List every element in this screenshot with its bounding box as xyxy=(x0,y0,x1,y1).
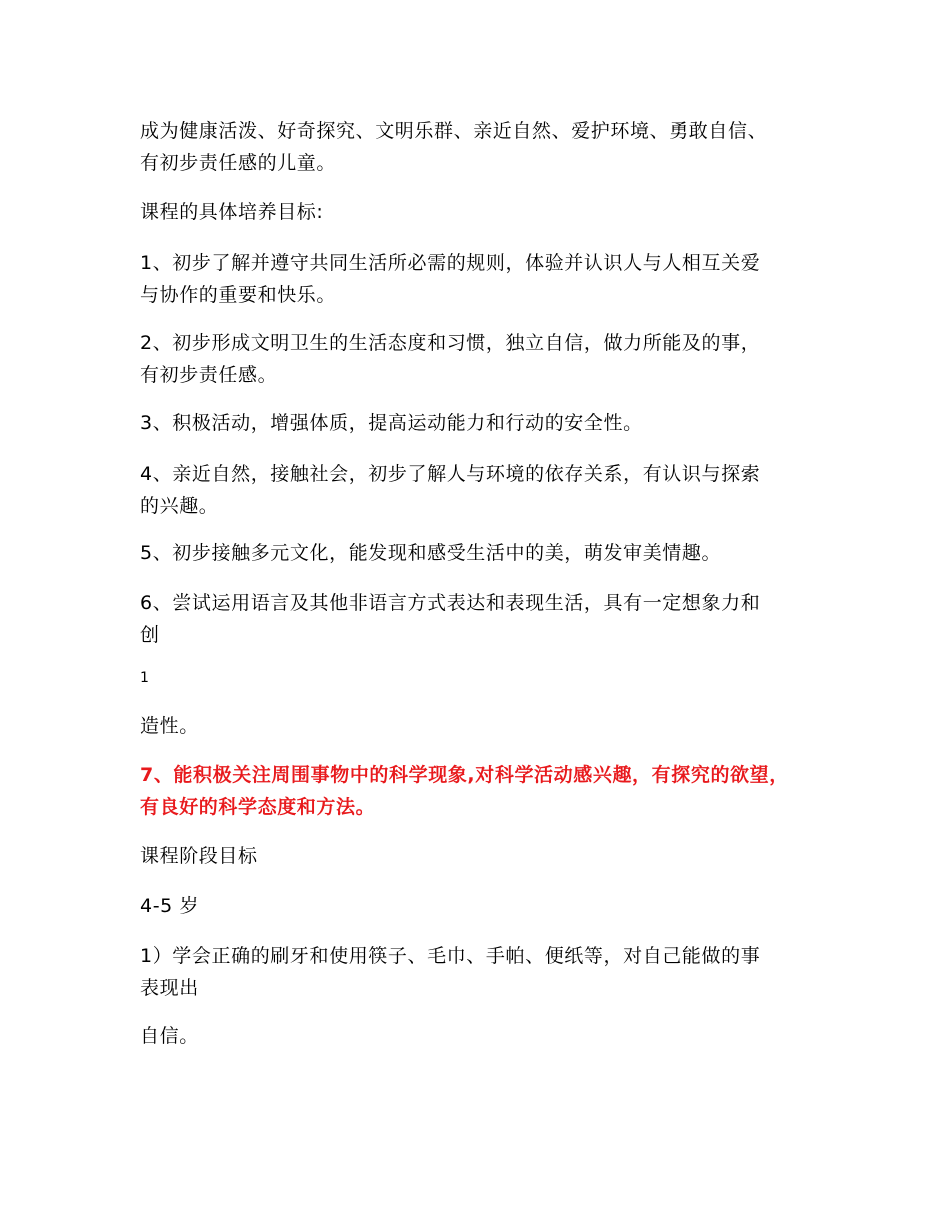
page-number: 1 xyxy=(140,670,149,686)
text-line: 1、初步了解并遵守共同生活所必需的规则，体验并认识人与人相互关爱 xyxy=(140,252,761,274)
text-line: 的兴趣。 xyxy=(140,495,219,517)
text-line: 4、亲近自然，接触社会，初步了解人与环境的依存关系，有认识与探索 xyxy=(140,463,761,485)
paragraph-goal-6-continued xyxy=(140,710,830,742)
text-line: 3、积极活动，增强体质，提高运动能力和行动的安全性。 xyxy=(140,412,643,434)
paragraph-goal-7-highlighted xyxy=(140,759,830,823)
paragraph-goal-5 xyxy=(140,537,830,569)
paragraph-goal-3 xyxy=(140,407,830,439)
text-line: 7、能积极关注周围事物中的科学现象,对科学活动感兴趣，有探究的欲望， xyxy=(140,764,789,786)
text-line: 与协作的重要和快乐。 xyxy=(140,284,337,306)
text-line: 课程阶段目标 xyxy=(140,845,258,867)
text-line: 自信。 xyxy=(140,1025,199,1047)
paragraph-goal-6 xyxy=(140,587,830,651)
text-line: 表现出 xyxy=(140,977,199,999)
paragraph-goal-1 xyxy=(140,247,830,311)
paragraph-child-goal xyxy=(140,115,830,179)
text-line: 5、初步接触多元文化，能发现和感受生活中的美，萌发审美情趣。 xyxy=(140,542,722,564)
paragraph-stage-goal-1 xyxy=(140,940,830,1004)
paragraph-stage-goal-1-continued xyxy=(140,1020,830,1052)
text-line: 6、尝试运用语言及其他非语言方式表达和表现生活，具有一定想象力和 xyxy=(140,592,761,614)
text-line: 4-5 岁 xyxy=(140,895,200,917)
text-line: 造性。 xyxy=(140,715,199,737)
text-line: 创 xyxy=(140,624,160,646)
paragraph-goal-4 xyxy=(140,458,830,522)
text-line: 有初步责任感的儿童。 xyxy=(140,152,337,174)
text-line: 课程的具体培养目标: xyxy=(140,201,324,223)
text-line: 有良好的科学态度和方法。 xyxy=(140,796,376,818)
paragraph-heading-stage-goals xyxy=(140,840,830,872)
text-line: 1）学会正确的刷牙和使用筷子、毛巾、手帕、便纸等，对自己能做的事 xyxy=(140,945,761,967)
text-line: 有初步责任感。 xyxy=(140,364,278,386)
paragraph-heading-specific-goals xyxy=(140,196,830,228)
paragraph-age-range xyxy=(140,890,830,922)
text-line: 成为健康活泼、好奇探究、文明乐群、亲近自然、爱护环境、勇敢自信、 xyxy=(140,120,768,142)
text-line: 2、初步形成文明卫生的生活态度和习惯，独立自信，做力所能及的事， xyxy=(140,332,761,354)
paragraph-goal-2 xyxy=(140,327,830,391)
